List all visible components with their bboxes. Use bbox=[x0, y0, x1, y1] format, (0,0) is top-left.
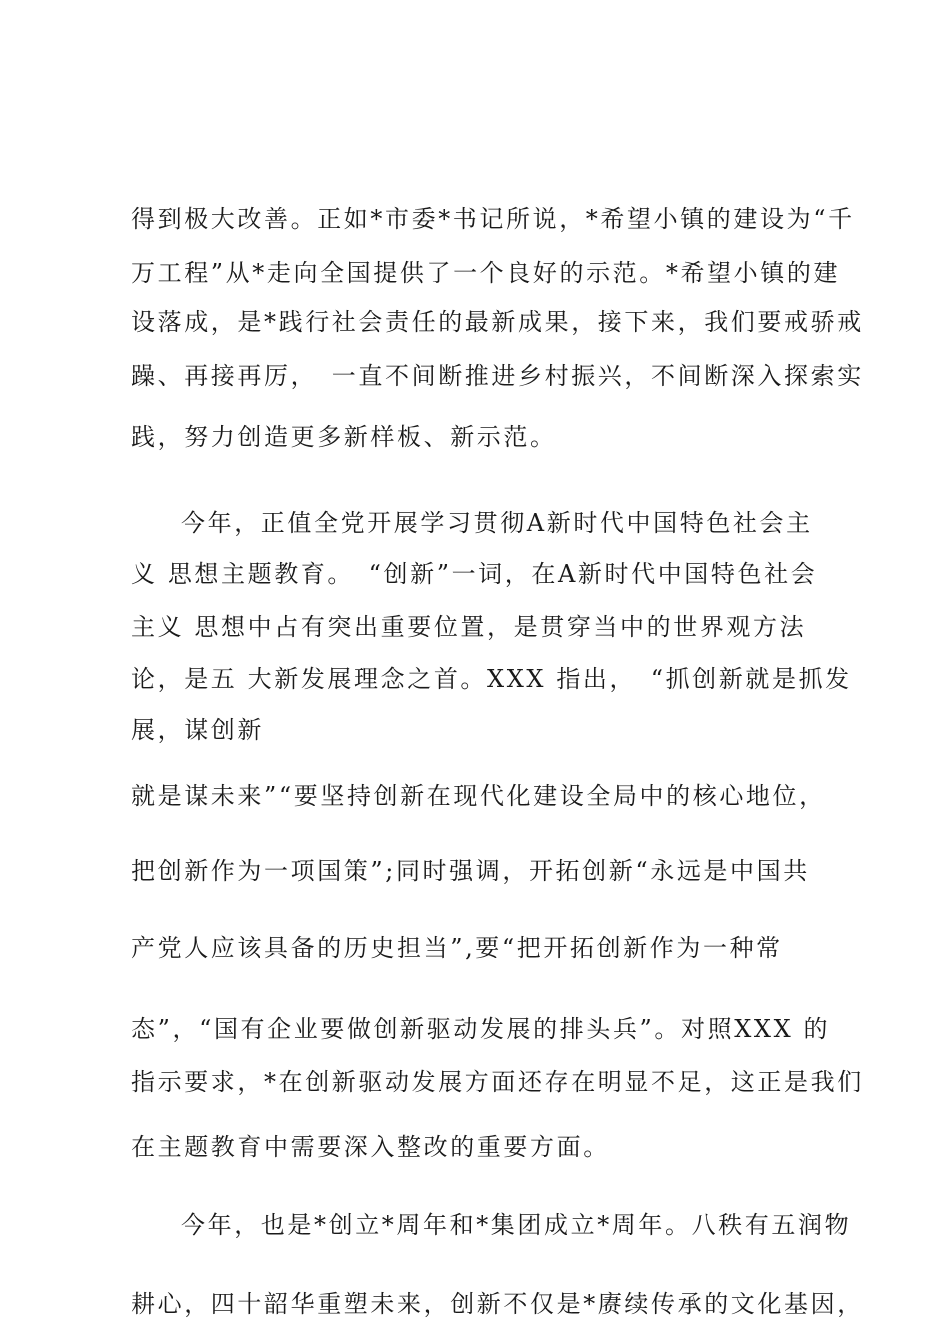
text-line: 态”，“国有企业要做创新驱动发展的排头兵”。对照XXX 的 bbox=[131, 1015, 831, 1043]
text-line: 在主题教育中需要深入整改的重要方面。 bbox=[131, 1133, 610, 1161]
text-line: 产党人应该具备的历史担当”,要“把开拓创新作为一种常 bbox=[131, 934, 783, 962]
text-line: 义 思想主题教育。 “创新”一词，在A新时代中国特色社会 bbox=[131, 560, 818, 588]
text-line: 万工程”从*走向全国提供了一个良好的示范。*希望小镇的建 bbox=[131, 259, 841, 287]
text-line: 展，谋创新 bbox=[131, 716, 264, 744]
text-line: 设落成，是*践行社会责任的最新成果，接下来，我们要戒骄戒 bbox=[131, 308, 864, 336]
text-line: 主义 思想中占有突出重要位置，是贯穿当中的世界观方法 bbox=[131, 613, 807, 641]
text-line: 论，是五 大新发展理念之首。XXX 指出， “抓创新就是抓发 bbox=[131, 665, 852, 693]
paragraph-first-line: 今年，也是*创立*周年和*集团成立*周年。八秩有五润物 bbox=[181, 1211, 852, 1239]
text-line: 把创新作为一项国策”;同时强调，开拓创新“永远是中国共 bbox=[131, 857, 810, 885]
text-line: 耕心，四十韶华重塑未来，创新不仅是*赓续传承的文化基因， bbox=[131, 1290, 864, 1318]
paragraph-first-line: 今年，正值全党开展学习贯彻A新时代中国特色社会主 bbox=[181, 509, 813, 537]
text-line: 就是谋未来”“要坚持创新在现代化建设全局中的核心地位， bbox=[131, 782, 826, 810]
text-line: 指示要求，*在创新驱动发展方面还存在明显不足，这正是我们 bbox=[131, 1068, 864, 1096]
text-line: 得到极大改善。正如*市委*书记所说，*希望小镇的建设为“千 bbox=[131, 205, 855, 233]
text-line: 躁、再接再厉， 一直不间断推进乡村振兴，不间断深入探索实 bbox=[131, 362, 864, 390]
text-line: 践，努力创造更多新样板、新示范。 bbox=[131, 423, 557, 451]
